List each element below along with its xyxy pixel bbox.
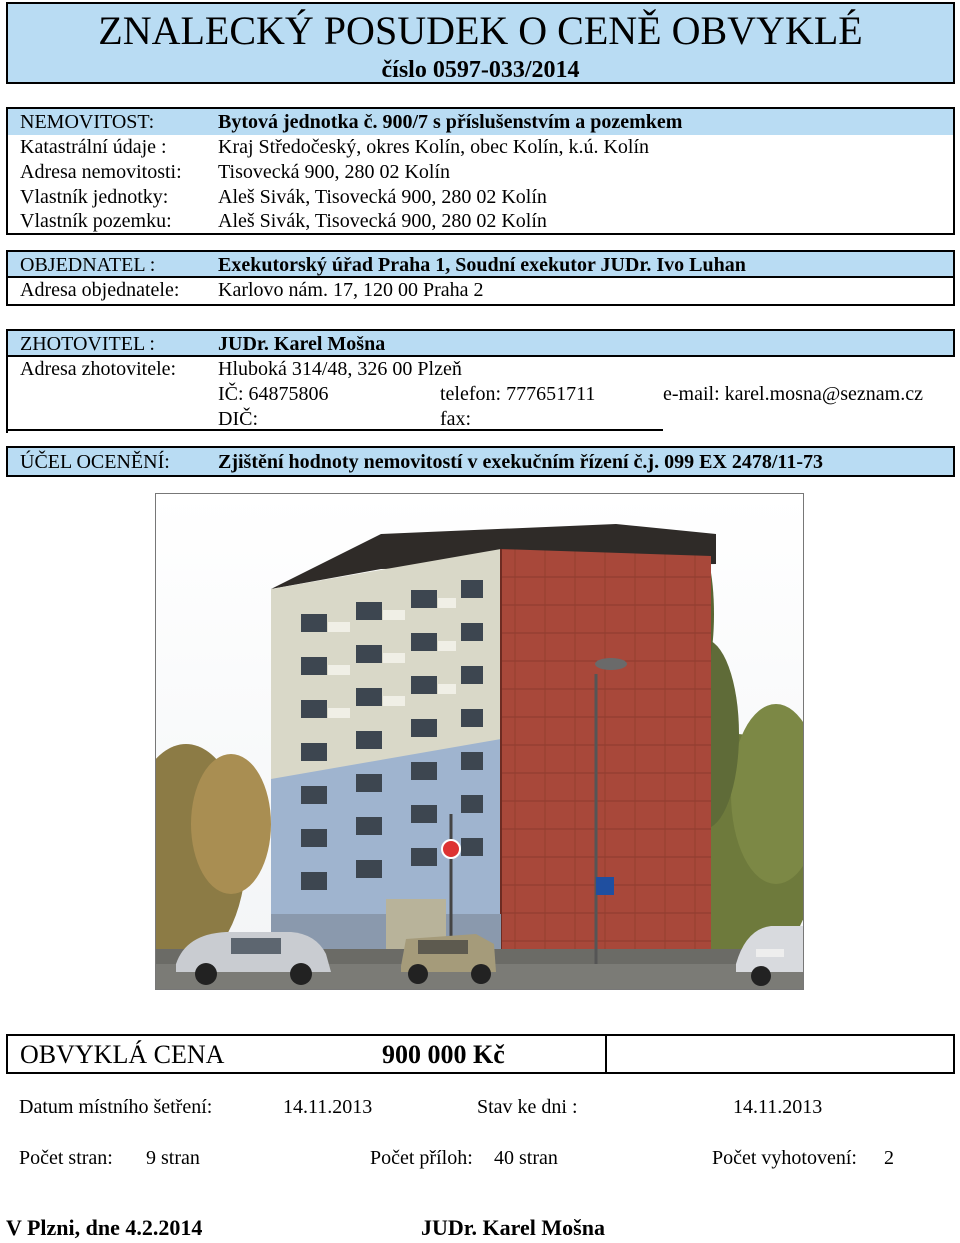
orderer-address-label: Adresa objednatele: [20, 279, 180, 301]
state-date-label: Stav ke dni : [477, 1096, 578, 1118]
price-box [6, 1034, 955, 1074]
document-title: ZNALECKÝ POSUDEK O CENĚ OBVYKLÉ [98, 8, 863, 53]
property-address-label: Adresa nemovitosti: [20, 161, 182, 183]
contractor-address-value: Hluboká 314/48, 326 00 Plzeň [218, 358, 462, 380]
contractor-details [6, 357, 955, 433]
unit-owner-label: Vlastník jednotky: [20, 186, 169, 208]
land-owner-value: Aleš Sivák, Tisovecká 900, 280 02 Kolín [218, 210, 547, 232]
contractor-label: ZHOTOVITEL : [20, 333, 155, 355]
contractor-address-label: Adresa zhotovitele: [20, 358, 177, 380]
author-signature: JUDr. Karel Mošna [421, 1215, 605, 1240]
building-photo [155, 493, 804, 990]
property-label: NEMOVITOST: [20, 111, 155, 133]
pages-value: 9 stran [146, 1147, 200, 1169]
cadastral-value: Kraj Středočeský, okres Kolín, obec Kolín, k.ú. Kolín [218, 136, 650, 158]
state-date-value: 14.11.2013 [733, 1096, 823, 1118]
orderer-header [6, 250, 955, 278]
purpose-value: Zjištění hodnoty nemovitostí v exekučním řízení č.j. 099 EX 2478/11-73 [218, 451, 823, 473]
contractor-dic: DIČ: [218, 408, 258, 430]
document-number: číslo 0597-033/2014 [381, 57, 580, 83]
property-header [6, 107, 955, 135]
orderer-value: Exekutorský úřad Praha 1, Soudní exekutor JUDr. Ivo Luhan [218, 254, 746, 276]
attachments-value: 40 stran [494, 1147, 558, 1169]
contractor-value: JUDr. Karel Mošna [218, 333, 386, 355]
attachments-label: Počet příloh: [370, 1147, 473, 1169]
property-value: Bytová jednotka č. 900/7 s příslušenstvím a pozemkem [218, 111, 683, 133]
cadastral-label: Katastrální údaje : [20, 136, 167, 158]
copies-label: Počet vyhotovení: [712, 1147, 857, 1169]
purpose-row [6, 446, 955, 477]
price-label: OBVYKLÁ CENA [20, 1040, 225, 1069]
orderer-address-row [6, 278, 955, 306]
place-date: V Plzni, dne 4.2.2014 [6, 1215, 203, 1240]
survey-date-label: Datum místního šetření: [19, 1096, 213, 1118]
orderer-label: OBJEDNATEL : [20, 254, 156, 276]
pages-label: Počet stran: [19, 1147, 113, 1169]
contractor-header [6, 329, 955, 357]
property-address-value: Tisovecká 900, 280 02 Kolín [218, 161, 451, 183]
price-divider [605, 1036, 607, 1072]
contractor-ic: IČ: 64875806 [218, 383, 329, 405]
unit-owner-value: Aleš Sivák, Tisovecká 900, 280 02 Kolín [218, 186, 547, 208]
contractor-phone: telefon: 777651711 [440, 383, 596, 405]
title-box [6, 2, 955, 84]
copies-value: 2 [884, 1147, 894, 1169]
contractor-fax: fax: [440, 408, 472, 430]
building-photo-illustration [156, 494, 804, 990]
contractor-underline [6, 429, 663, 431]
price-value: 900 000 Kč [382, 1040, 505, 1069]
purpose-label: ÚČEL OCENĚNÍ: [20, 451, 170, 473]
orderer-address-value: Karlovo nám. 17, 120 00 Praha 2 [218, 279, 484, 301]
survey-date-value: 14.11.2013 [283, 1096, 373, 1118]
land-owner-label: Vlastník pozemku: [20, 210, 172, 232]
property-details [6, 135, 955, 235]
contractor-email: e-mail: karel.mosna@seznam.cz [663, 383, 923, 405]
